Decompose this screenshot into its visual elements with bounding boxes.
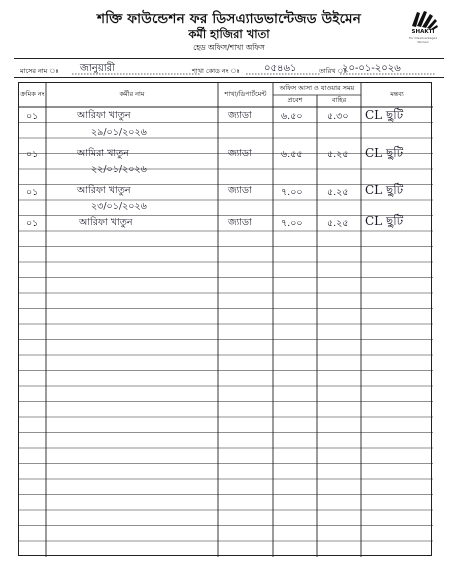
register-title: কর্মী হাজিরা খাতা [188,27,270,41]
row3-serial: ০১ [26,187,39,198]
month-label: মাসের নাম ঃ [20,67,59,75]
header-entry: প্রবেশ [287,96,303,105]
row4-serial: ০১ [26,218,39,229]
row3-exit: ৫.২৫ [327,187,349,198]
header-remarks: মন্তব্য [390,90,404,99]
date-label: তারিখ ঃ [319,67,347,75]
header-name: কর্মীর নাম [119,90,145,99]
row4-entry: ৭.০০ [281,218,303,229]
date-value: ২০-০১-২০২৬ [342,63,401,74]
row3-name: আরিফা খাতুন [77,185,131,196]
row3-entry: ৭.০০ [281,187,303,198]
row2-exit: ৫.২৫ [327,149,349,160]
header-serial: ক্রমিক নং [20,90,45,99]
row2-serial: ০১ [26,149,39,160]
row4-exit: ৫.২৫ [327,218,349,229]
row1-name: আরিফা খাতুন [77,110,131,121]
row3-department: জ্যাডা [228,185,252,196]
branch-code-label: শাখা কোড নং ঃ [192,67,240,75]
row1-department: জ্যাডা [228,110,252,121]
logo-tagline: For Disadvantaged Women [408,36,438,44]
row3-remarks: CL ছুটি [365,183,404,197]
attendance-table [18,82,432,556]
row1-remarks: CL ছুটি [365,108,404,122]
month-underline [72,73,200,76]
row3-name-note: ২৩/০১/২০২৬ [91,201,147,212]
row1-name-note: ২৯/০১/২০২৬ [91,127,147,138]
logo-text: SHAKTI [411,29,435,35]
org-title: শক্তি ফাউন্ডেশন ফর ডিসএ্যাডভান্টেজড উইমেন [97,11,361,27]
row4-department: জ্যাডা [228,217,252,228]
meta-line [14,58,444,78]
row1-serial: ০১ [26,111,39,122]
row4-name: আরিফা খাতুন [79,217,133,228]
row2-name: আমিরা খাতুন [77,148,129,159]
row4-remarks: CL ছুটি [365,214,404,228]
office-subtitle: হেড অফিস/শাখা অফিস [193,43,265,52]
branch-code-underline [246,73,320,76]
header-department: শাখা/ডিপার্টমেন্ট [224,90,267,99]
header-exit: বাহির [331,96,347,105]
row2-department: জ্যাডা [228,148,252,159]
row2-entry: ৬.৫৫ [281,149,303,160]
row1-entry: ৬.৫০ [281,111,303,122]
branch-code-value: ০৫৪৬১ [264,63,297,74]
month-value: জানুয়ারী [80,63,115,74]
row2-remarks: CL ছুটি [365,146,404,160]
row1-exit: ৫.৩০ [327,111,349,122]
row2-name-note: ২২/০১/২০২৬ [91,164,147,175]
header-office-time: অফিস আসা ও যাওয়ার সময় [279,84,355,93]
date-underline [340,73,436,76]
